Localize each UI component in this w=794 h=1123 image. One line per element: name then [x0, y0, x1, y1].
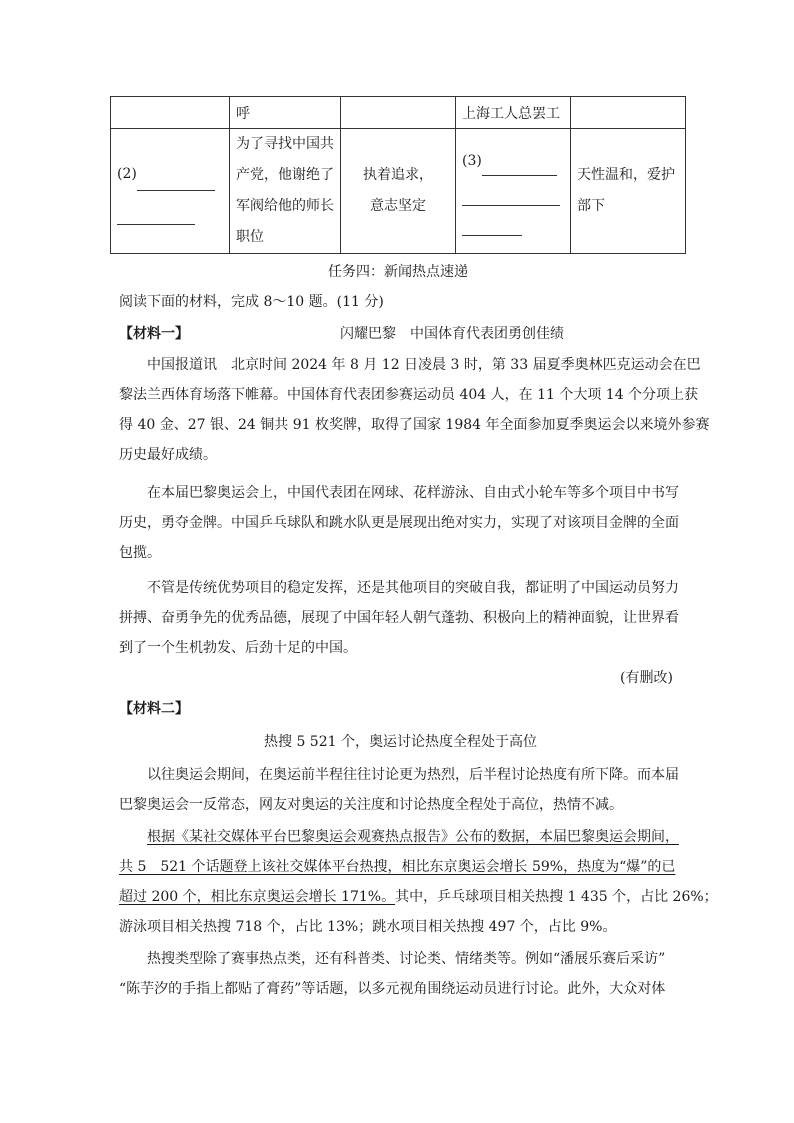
paragraph-line: 热搜类型除了赛事热点类，还有科普类、讨论类、情绪类等。例如“潘展乐赛后采访” — [147, 951, 666, 967]
table-cell — [571, 97, 686, 129]
material-one-tag: 【材料一】 — [119, 326, 189, 342]
paragraph-line: 包揽。 — [119, 545, 161, 561]
paragraph-line: 游泳项目相关热搜 718 个，占比 13%；跳水项目相关热搜 497 个，占比 9%。 — [119, 919, 617, 935]
table-cell: 上海工人总罢工 — [456, 97, 571, 129]
paragraph-line: 以往奥运会期间，在奥运前半程往往讨论更为热烈，后半程讨论热度有所下降。而本届 — [147, 767, 679, 783]
paragraph-line: 巴黎奥运会一反常态，网友对奥运的关注度和讨论热度全程处于高位，热情不减。 — [119, 797, 623, 813]
paragraph-line: 历史最好成绩。 — [119, 447, 217, 463]
paragraph-line: 在本届巴黎奥运会上，中国代表团在网球、花样游泳、自由式小轮车等多个项目中书写 — [147, 485, 679, 501]
cell-text: 执着追求， — [363, 167, 433, 183]
paragraph-line: 历史，勇夺金牌。中国乒乓球队和跳水队更是展现出绝对实力，实现了对该项目金牌的全面 — [119, 515, 679, 531]
paragraph-line — [119, 886, 718, 906]
task-title: 任务四：新闻热点速递 — [328, 264, 468, 280]
table-row — [111, 97, 686, 129]
cell-text: 意志坚定 — [370, 198, 426, 214]
paragraph-line: 得 40 金、27 银、24 铜共 91 枚奖牌，取得了国家 1984 年全面参加夏季奥运会以来境外参赛 — [119, 417, 710, 433]
table-cell — [341, 97, 456, 129]
table-cell — [571, 129, 686, 254]
paragraph-text: 其中，乒乓球项目相关热搜 1 435 个，占比 26%； — [395, 889, 718, 905]
material-two-headline: 热搜 5 521 个，奥运讨论热度全程处于高位 — [264, 734, 537, 750]
cell-text: 天性温和，爱护 — [577, 167, 675, 183]
instruction: 阅读下面的材料，完成 8～10 题。(11 分) — [119, 294, 384, 310]
paragraph-line: 不管是传统优势项目的稳定发挥，还是其他项目的突破自我，都证明了中国运动员努力 — [147, 580, 679, 596]
table-cell-answer-2 — [111, 129, 230, 254]
answer-blank[interactable] — [482, 157, 557, 176]
material-two-tag: 【材料二】 — [119, 701, 189, 717]
paragraph-line: 拼搏、奋勇争先的优秀品德，展现了中国年轻人朝气蓬勃、积极向上的精神面貌，让世界看 — [119, 610, 679, 626]
table-cell-answer-3 — [456, 129, 571, 254]
cell-text: 军阀给他的师长 — [236, 198, 334, 214]
info-table — [110, 96, 686, 254]
table-cell — [341, 129, 456, 254]
underlined-line: 根据《某社交媒体平台巴黎奥运会观赛热点报告》公布的数据，本届巴黎奥运会期间， — [147, 829, 679, 845]
cell-text: 职位 — [236, 229, 264, 245]
answer-blank[interactable] — [117, 206, 195, 225]
cell-text: 部下 — [577, 198, 605, 214]
table-cell: 呼 — [230, 97, 341, 129]
material-one-headline: 闪耀巴黎 中国体育代表团勇创佳绩 — [340, 326, 564, 342]
blank-label: (2) — [117, 166, 137, 182]
underlined-line: 共 5 521 个话题登上该社交媒体平台热搜，相比东京奥运会增长 59%，热度为“爆”的已 — [119, 859, 676, 875]
table-row — [111, 129, 686, 254]
cell-text: 为了寻找中国共 — [236, 136, 334, 152]
cell-text: 产党，他谢绝了 — [236, 167, 334, 183]
paragraph-line: “陈芋汐的手指上都贴了膏药”等话题，以多元视角围绕运动员进行讨论。此外，大众对体 — [119, 981, 666, 997]
answer-blank[interactable] — [462, 187, 560, 206]
underlined-text: 超过 200 个，相比东京奥运会增长 171%。 — [119, 889, 396, 905]
paragraph-line: 中国报道讯 北京时间 2024 年 8 月 12 日凌晨 3 时，第 33 届夏季奥林匹克运动会在巴 — [147, 357, 701, 373]
paragraph-line: 到了一个生机勃发、后劲十足的中国。 — [119, 640, 357, 656]
blank-label: (3) — [462, 153, 482, 169]
table-cell — [230, 129, 341, 254]
answer-blank[interactable] — [137, 172, 215, 191]
table-cell — [111, 97, 230, 129]
answer-blank[interactable] — [462, 217, 522, 236]
paragraph-line: 黎法兰西体育场落下帷幕。中国体育代表团参赛运动员 404 人，在 11 个大项 14 个分项上获 — [119, 387, 699, 403]
edit-note: (有删改) — [620, 670, 673, 686]
